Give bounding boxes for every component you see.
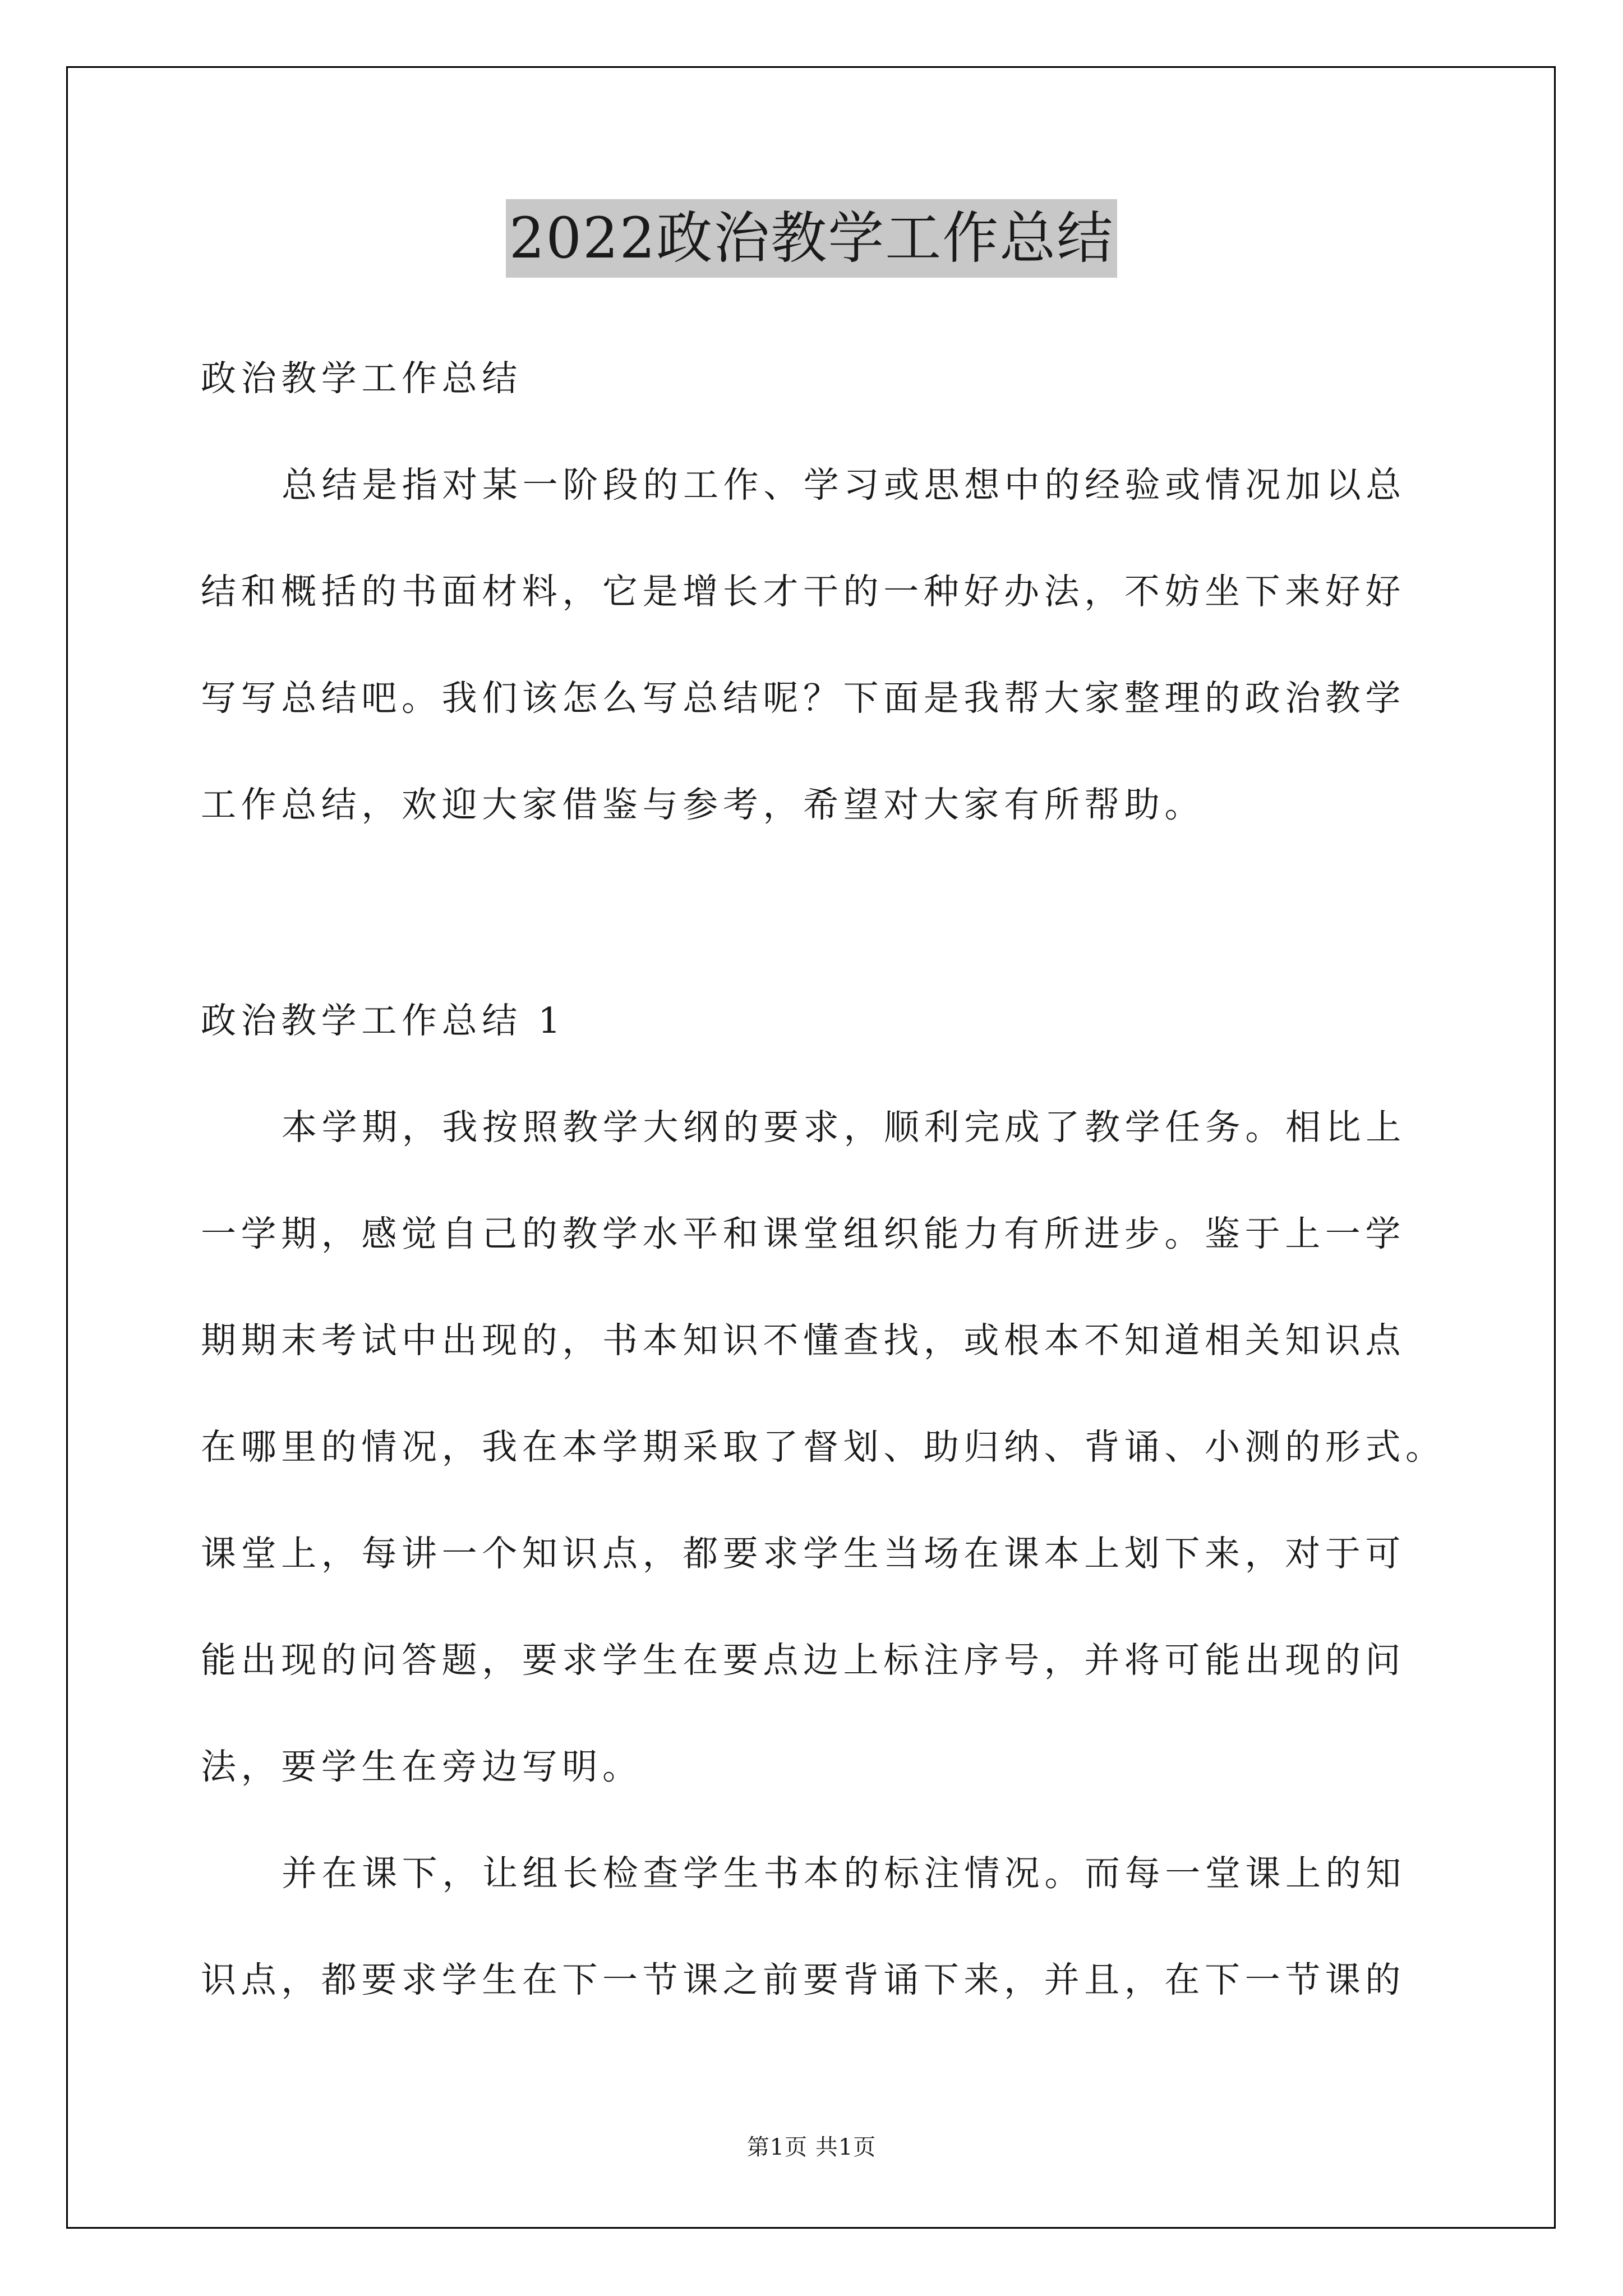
document-title: 2022政治教学工作总结 — [506, 199, 1118, 278]
title-container — [0, 199, 1623, 278]
paragraph-line: 本学期，我按照教学大纲的要求，顺利完成了教学任务。相比上 — [282, 1107, 1406, 1148]
paragraph-line: 法，要学生在旁边写明。 — [201, 1746, 643, 1787]
paragraph-line: 总结是指对某一阶段的工作、学习或思想中的经验或情况加以总 — [282, 464, 1406, 505]
paragraph-line: 期期末考试中出现的，书本知识不懂查找，或根本不知道相关知识点 — [201, 1320, 1405, 1361]
section-heading: 政治教学工作总结 1 — [201, 1000, 566, 1041]
paragraph-line: 能出现的问答题，要求学生在要点边上标注序号，并将可能出现的问 — [201, 1640, 1405, 1681]
section-heading: 政治教学工作总结 — [201, 358, 522, 399]
paragraph-line: 并在课下，让组长检查学生书本的标注情况。而每一堂课上的知 — [282, 1853, 1406, 1894]
paragraph-line: 一学期，感觉自己的教学水平和课堂组织能力有所进步。鉴于上一学 — [201, 1213, 1405, 1254]
page-footer: 第1页 共1页 — [746, 2134, 877, 2160]
paragraph-line: 在哪里的情况，我在本学期采取了督划、助归纳、背诵、小测的形式。 — [201, 1427, 1446, 1467]
paragraph-line: 写写总结吧。我们该怎么写总结呢？下面是我帮大家整理的政治教学 — [201, 678, 1405, 719]
paragraph-line: 识点，都要求学生在下一节课之前要背诵下来，并且，在下一节课的 — [201, 1959, 1405, 2000]
paragraph-line: 结和概括的书面材料，它是增长才干的一种好办法，不妨坐下来好好 — [201, 571, 1405, 612]
paragraph-line: 工作总结，欢迎大家借鉴与参考，希望对大家有所帮助。 — [201, 784, 1205, 825]
paragraph-line: 课堂上，每讲一个知识点，都要求学生当场在课本上划下来，对于可 — [201, 1533, 1405, 1574]
